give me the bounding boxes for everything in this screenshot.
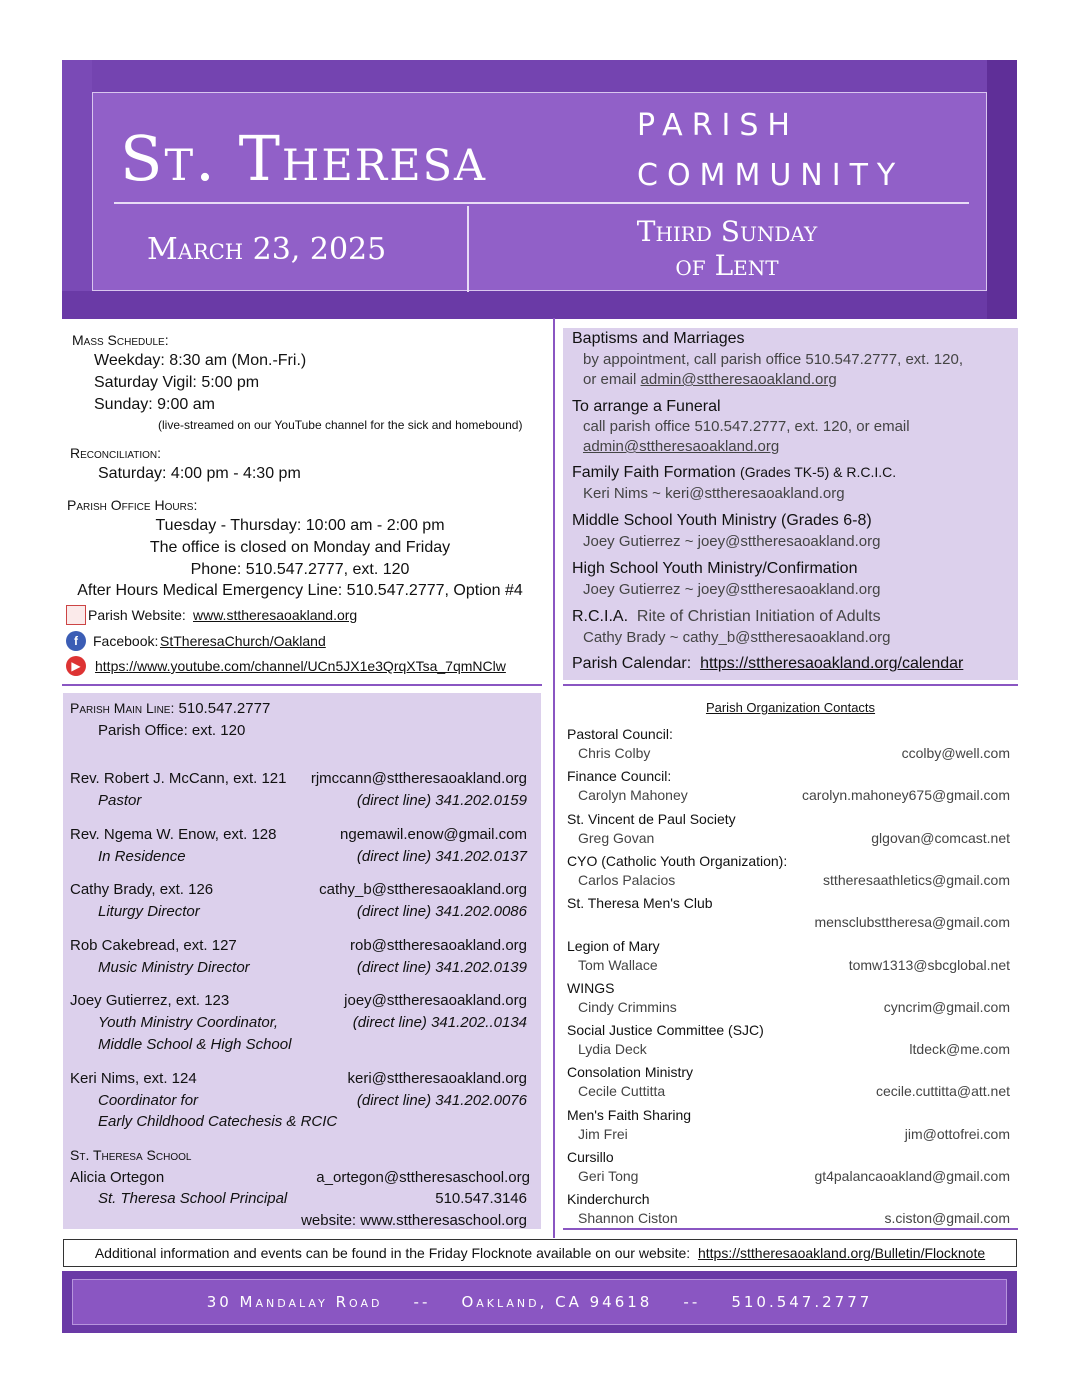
staff-direct-line: (direct line) 341.202.0086 bbox=[356, 903, 527, 920]
org-contact-email[interactable]: tomw1313@sbcglobal.net bbox=[848, 956, 1010, 973]
org-name: Kinderchurch bbox=[567, 1191, 650, 1208]
staff-name: Joey Gutierrez, ext. 123 bbox=[70, 992, 230, 1009]
org-name: Finance Council: bbox=[567, 768, 672, 785]
staff-email[interactable]: rob@sttheresaoakland.org bbox=[350, 937, 527, 954]
staff-role: In Residence bbox=[98, 848, 186, 865]
staff-direct-line: (direct line) 341.202.0159 bbox=[356, 792, 527, 809]
staff-direct-line: (direct line) 341.202.0139 bbox=[356, 959, 527, 976]
main-line-phone: 510.547.2777 bbox=[178, 700, 271, 717]
org-name: Cursillo bbox=[567, 1149, 614, 1165]
org-contact-email[interactable]: ccolby@well.com bbox=[901, 745, 1010, 761]
service-rcia-line1: Cathy Brady ~ cathy_b@sttheresaoakland.org bbox=[583, 629, 891, 646]
school-email[interactable]: a_ortegon@sttheresaschool.org bbox=[316, 1169, 530, 1186]
liturgical-day-1: Third Sunday bbox=[636, 215, 818, 248]
mass-weekday: Weekday: 8:30 am (Mon.-Fri.) bbox=[94, 352, 307, 369]
service-title-rcia: R.C.I.A. bbox=[572, 608, 629, 625]
org-name: Consolation Ministry bbox=[567, 1064, 694, 1081]
school-heading: St. Theresa School bbox=[70, 1147, 192, 1163]
org-contact-person: Lydia Deck bbox=[578, 1041, 647, 1058]
website-link[interactable]: www.sttheresaoakland.org bbox=[193, 607, 358, 623]
service-baptisms-line1: by appointment, call parish office 510.547.2777, ext. 120, bbox=[583, 351, 963, 368]
footer-note: Additional information and events can be found in the Friday Flocknote available on our website: bbox=[94, 1245, 691, 1261]
staff-role: Music Ministry Director bbox=[98, 959, 250, 976]
staff-email[interactable]: ngemawil.enow@gmail.com bbox=[340, 826, 527, 843]
service-title-rcia-rest: Rite of Christian Initiation of Adults bbox=[636, 608, 881, 625]
org-contact-email[interactable]: ltdeck@me.com bbox=[909, 1041, 1010, 1058]
reconciliation-time: Saturday: 4:00 pm - 4:30 pm bbox=[98, 465, 301, 482]
staff-email[interactable]: cathy_b@sttheresaoakland.org bbox=[319, 881, 527, 898]
service-title-ms: Middle School Youth Ministry (Grades 6-8) bbox=[572, 512, 872, 529]
service-title-hs: High School Youth Ministry/Confirmation bbox=[572, 560, 858, 577]
website-icon bbox=[66, 605, 86, 625]
youtube-link[interactable]: https://www.youtube.com/channel/UCn5JX1e3QrqXTsa_7qmNClw bbox=[95, 658, 506, 674]
service-title-baptisms: Baptisms and Marriages bbox=[572, 330, 745, 347]
website-label: Parish Website: bbox=[88, 607, 186, 623]
staff-name: Rob Cakebread, ext. 127 bbox=[70, 937, 237, 954]
org-name: CYO (Catholic Youth Organization): bbox=[567, 852, 788, 869]
flocknote-link[interactable]: https://sttheresaoakland.org/Bulletin/Flocknote bbox=[697, 1245, 986, 1261]
staff-role: Youth Ministry Coordinator, bbox=[98, 1014, 279, 1031]
parish-subtitle-1: PARISH bbox=[637, 108, 799, 143]
org-name: Pastoral Council: bbox=[567, 726, 673, 742]
calendar-link[interactable]: https://sttheresaoakland.org/calendar bbox=[700, 655, 964, 672]
staff-role-2: Early Childhood Catechesis & RCIC bbox=[98, 1113, 338, 1130]
mass-heading: Mass Schedule: bbox=[72, 332, 169, 348]
office-heading: Parish Office Hours: bbox=[67, 497, 198, 513]
staff-name: Rev. Ngema W. Enow, ext. 128 bbox=[70, 826, 277, 843]
org-contact-email[interactable]: cyncrim@gmail.com bbox=[883, 998, 1010, 1015]
footer-address: 30 Mandalay Road -- Oakland, CA 94618 -- 510.547.2777 bbox=[206, 1293, 873, 1311]
parish-office-ext: Parish Office: ext. 120 bbox=[98, 722, 246, 739]
bulletin-date: March 23, 2025 bbox=[147, 232, 387, 267]
mass-sunday: Sunday: 9:00 am bbox=[94, 396, 215, 413]
facebook-label: Facebook: bbox=[93, 633, 159, 649]
staff-role: Pastor bbox=[98, 792, 142, 809]
service-title-faith-small: (Grades TK-5) & R.C.I.C. bbox=[740, 464, 897, 480]
mass-note: (live-streamed on our YouTube channel for the sick and homebound) bbox=[158, 418, 523, 432]
reconciliation-heading: Reconciliation: bbox=[70, 445, 162, 461]
service-faith-line1: Keri Nims ~ keri@sttheresaoakland.org bbox=[583, 485, 845, 502]
footer-banner bbox=[62, 1271, 1017, 1333]
orgs-heading: Parish Organization Contacts bbox=[705, 700, 876, 715]
main-line-label: Parish Main Line: bbox=[70, 700, 175, 716]
service-ms-line1: Joey Gutierrez ~ joey@sttheresaoakland.org bbox=[583, 533, 881, 550]
office-emergency: After Hours Medical Emergency Line: 510.547.2777, Option #4 bbox=[77, 582, 523, 599]
staff-email[interactable]: rjmccann@sttheresaoakland.org bbox=[310, 770, 527, 787]
org-contact-email[interactable]: jim@ottofrei.com bbox=[904, 1125, 1010, 1142]
staff-name: Cathy Brady, ext. 126 bbox=[70, 881, 214, 898]
staff-direct-line: (direct line) 341.202.0137 bbox=[356, 848, 527, 865]
service-hs-line1: Joey Gutierrez ~ joey@sttheresaoakland.org bbox=[583, 581, 881, 598]
liturgical-day-2: of Lent bbox=[675, 249, 779, 282]
facebook-link[interactable]: StTheresaChurch/Oakland bbox=[160, 633, 326, 649]
service-title-faith: Family Faith Formation bbox=[572, 464, 741, 481]
staff-role: Coordinator for bbox=[98, 1092, 199, 1109]
staff-email[interactable]: keri@sttheresaoakland.org bbox=[347, 1070, 527, 1087]
school-phone: 510.547.3146 bbox=[435, 1190, 527, 1207]
org-contact-person: Cindy Crimmins bbox=[578, 998, 677, 1015]
org-contact-person: Geri Tong bbox=[578, 1168, 639, 1184]
school-role: St. Theresa School Principal bbox=[98, 1190, 288, 1207]
org-contact-person: Cecile Cuttitta bbox=[578, 1083, 666, 1100]
org-contact-email[interactable]: sttheresaathletics@gmail.com bbox=[823, 871, 1010, 888]
org-contact-email[interactable]: gt4palancaoakland@gmail.com bbox=[814, 1168, 1010, 1184]
staff-role: Liturgy Director bbox=[98, 903, 200, 920]
org-name: St. Theresa Men's Club bbox=[567, 895, 713, 912]
staff-direct-line: (direct line) 341.202.0076 bbox=[356, 1092, 527, 1109]
office-phone: Phone: 510.547.2777, ext. 120 bbox=[190, 561, 410, 578]
org-name: Social Justice Committee (SJC) bbox=[567, 1022, 764, 1039]
staff-name: Keri Nims, ext. 124 bbox=[70, 1070, 197, 1087]
parish-subtitle-2: COMMUNITY bbox=[637, 158, 905, 193]
org-contact-person: Jim Frei bbox=[578, 1125, 628, 1142]
parish-title: St. Theresa bbox=[120, 122, 488, 195]
service-baptisms-line2: or email bbox=[583, 371, 641, 388]
staff-direct-line: (direct line) 341.202..0134 bbox=[352, 1014, 527, 1031]
office-closed: The office is closed on Monday and Friday bbox=[149, 539, 451, 556]
staff-name: Rev. Robert J. McCann, ext. 121 bbox=[70, 770, 287, 787]
staff-role-2: Middle School & High School bbox=[98, 1036, 292, 1053]
org-contact-email[interactable]: mensclubsttheresa@gmail.com bbox=[814, 914, 1010, 931]
school-website[interactable]: website: www.sttheresaschool.org bbox=[301, 1212, 527, 1229]
org-name: St. Vincent de Paul Society bbox=[567, 810, 736, 827]
org-contact-person: Carolyn Mahoney bbox=[578, 787, 688, 804]
org-name: WINGS bbox=[567, 979, 615, 996]
office-hours: Tuesday - Thursday: 10:00 am - 2:00 pm bbox=[155, 517, 445, 534]
org-contact-email[interactable]: cecile.cuttitta@att.net bbox=[875, 1083, 1010, 1100]
org-contact-email[interactable]: glgovan@comcast.net bbox=[871, 829, 1010, 846]
org-contact-email[interactable]: s.ciston@gmail.com bbox=[884, 1210, 1010, 1227]
org-contact-person: Carlos Palacios bbox=[578, 871, 676, 888]
org-name: Legion of Mary bbox=[567, 937, 660, 954]
school-principal-name: Alicia Ortegon bbox=[70, 1169, 165, 1186]
service-funeral-line1: call parish office 510.547.2777, ext. 120, or email bbox=[583, 418, 910, 435]
admin-email-link[interactable]: admin@sttheresaoakland.org bbox=[640, 371, 837, 388]
org-contact-person: Greg Govan bbox=[578, 829, 655, 846]
staff-email[interactable]: joey@sttheresaoakland.org bbox=[344, 992, 527, 1009]
org-contact-person: Tom Wallace bbox=[578, 956, 658, 973]
calendar-label: Parish Calendar: bbox=[572, 655, 692, 672]
admin-email-link-2[interactable]: admin@sttheresaoakland.org bbox=[583, 438, 780, 455]
org-contact-person: Shannon Ciston bbox=[578, 1210, 678, 1227]
org-contact-email[interactable]: carolyn.mahoney675@gmail.com bbox=[802, 787, 1010, 804]
header-banner bbox=[62, 60, 1017, 319]
mass-vigil: Saturday Vigil: 5:00 pm bbox=[94, 374, 260, 391]
youtube-icon: ▶ bbox=[66, 656, 86, 676]
service-title-funeral: To arrange a Funeral bbox=[572, 398, 721, 415]
facebook-icon: f bbox=[66, 631, 86, 651]
org-contact-person: Chris Colby bbox=[578, 745, 651, 761]
org-name: Men's Faith Sharing bbox=[567, 1106, 692, 1123]
